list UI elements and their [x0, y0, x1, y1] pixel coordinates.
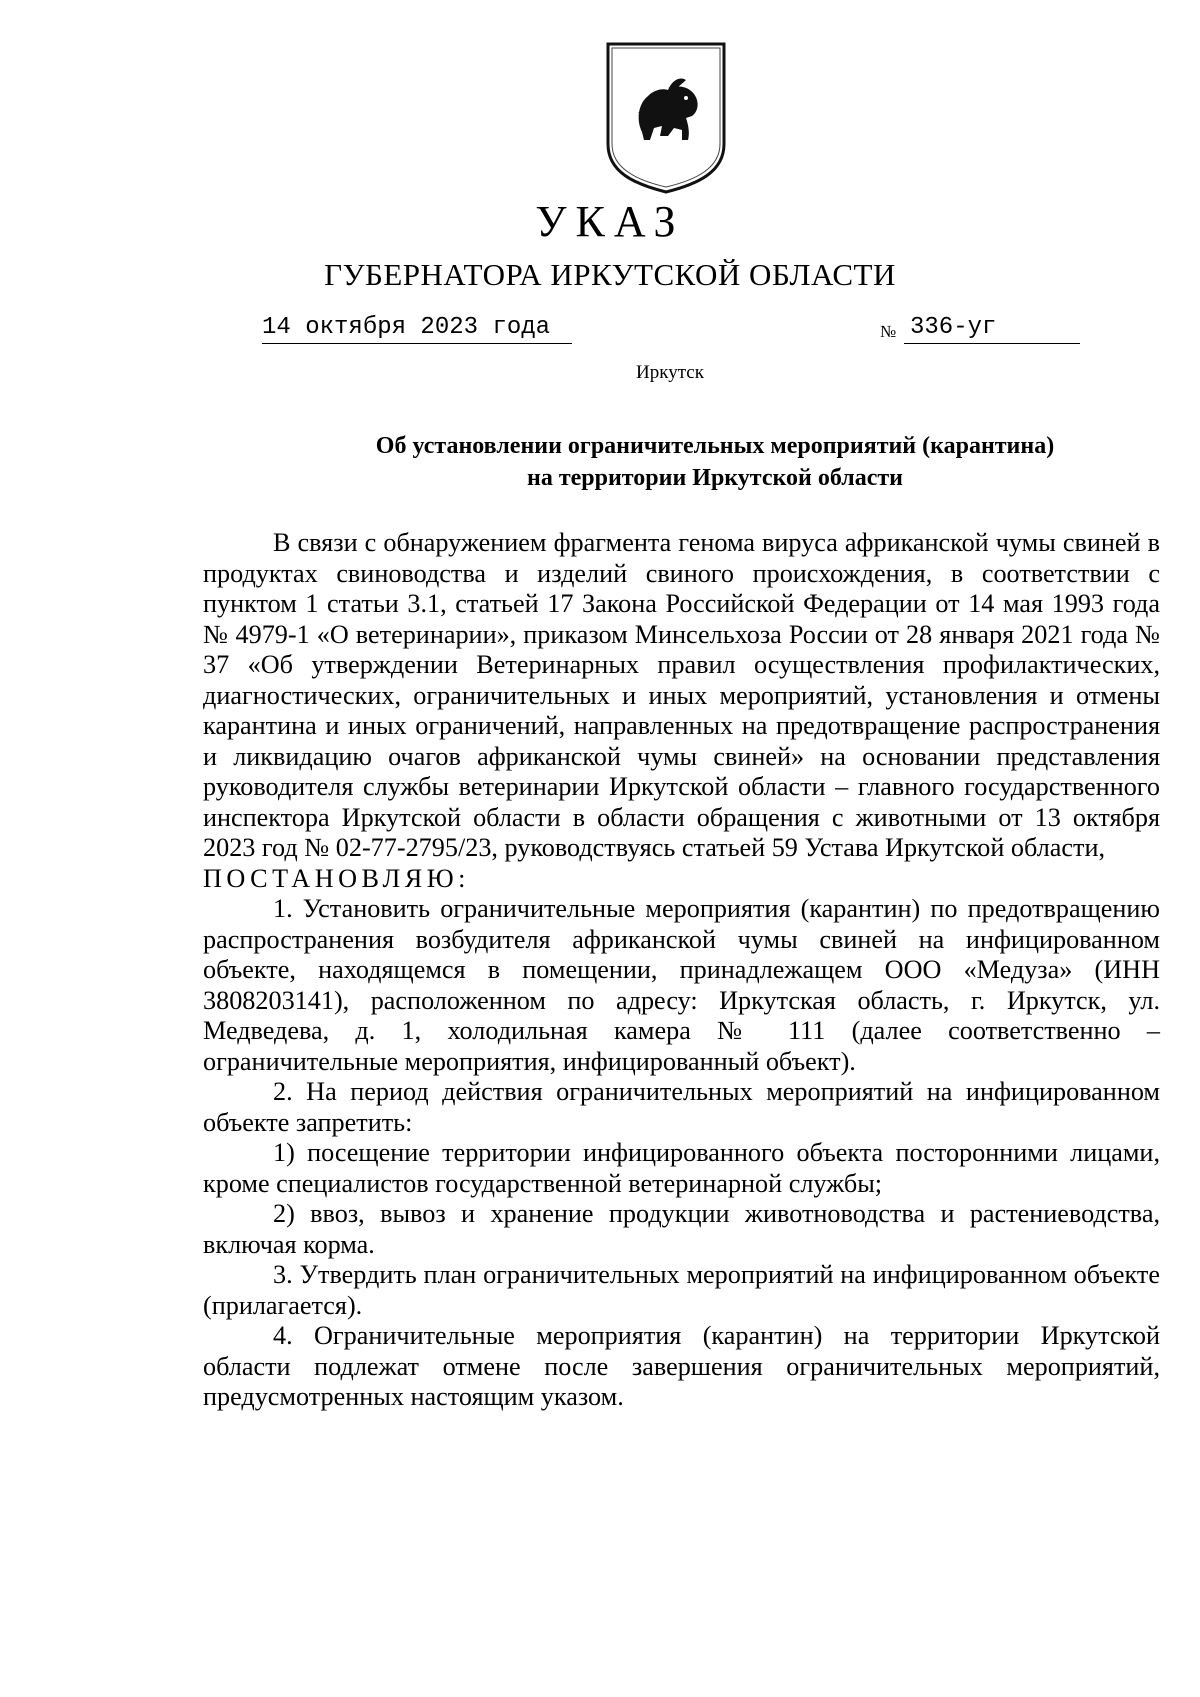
item-2-2: 2) ввоз, вывоз и хранение продукции животноводства и растениеводства, включая корма.: [203, 1199, 1160, 1259]
coat-of-arms-icon: [602, 40, 730, 196]
document-date: 14 октября 2023 года: [262, 313, 572, 344]
heading-line-1: Об установлении ограничительных мероприятий (карантина): [375, 433, 1055, 459]
item-1: 1. Установить ограничительные мероприятия (карантин) по предотвращению распространения возбудителя африканской чумы свиней на инфицированном объекте, находящемся в помещении, принадлежащем ООО «Медуза» (ИНН 3808203141), расположенном по адресу: Иркутская область, г. Иркутск, ул. Медведева, д. 1, холодильная камера № 111 (далее соответственно – ограничительные мероприятия, инфицированный объект).: [203, 894, 1160, 1076]
document-subtitle: ГУБЕРНАТОРА ИРКУТСКОЙ ОБЛАСТИ: [324, 257, 896, 292]
item-3: 3. Утвердить план ограничительных мероприятий на инфицированном объекте (прилагается).: [203, 1260, 1160, 1320]
item-2-1: 1) посещение территории инфицированного объекта посторонними лицами, кроме специалистов государственной ветеринарной службы;: [203, 1138, 1160, 1198]
document-body: [203, 528, 1160, 1413]
number-label: №: [880, 322, 897, 341]
document-title: УКАЗ: [535, 197, 685, 246]
document-number: 336-уг: [904, 313, 1080, 344]
city: Иркутск: [636, 362, 704, 383]
item-4: 4. Ограничительные мероприятия (карантин) на территории Иркутской области подлежат отмене после завершения ограничительных мероприятий, предусмотренных настоящим указом.: [203, 1321, 1160, 1411]
heading-line-2: на территории Иркутской области: [527, 465, 903, 491]
preamble-paragraph: В связи с обнаружением фрагмента генома вируса африканской чумы свиней в продуктах свиноводства и изделий свиного происхождения, в соответствии с пунктом 1 статьи 3.1, статьей 17 Закона Российской Федерации от 14 мая 1993 года № 4979-1 «О ветеринарии», приказом Минсельхоза России от 28 января 2021 года № 37 «Об утверждении Ветеринарных правил осуществления профилактических, диагностических, ограничительных и иных мероприятий, установления и отмены карантина и иных ограничений, направленных на предотвращение распространения и ликвидацию очагов африканской чумы свиней» на основании представления руководителя службы ветеринарии Иркутской области – главного государственного инспектора Иркутской области в области обращения с животными от 13 октября 2023 год № 02-77-2795/23, руководствуясь статьей 59 Устава Иркутской области,: [203, 528, 1160, 862]
document-heading: [250, 430, 1180, 494]
order-word: ПОСТАНОВЛЯЮ:: [203, 863, 470, 893]
item-2: 2. На период действия ограничительных мероприятий на инфицированном объекте запретить:: [203, 1077, 1160, 1137]
